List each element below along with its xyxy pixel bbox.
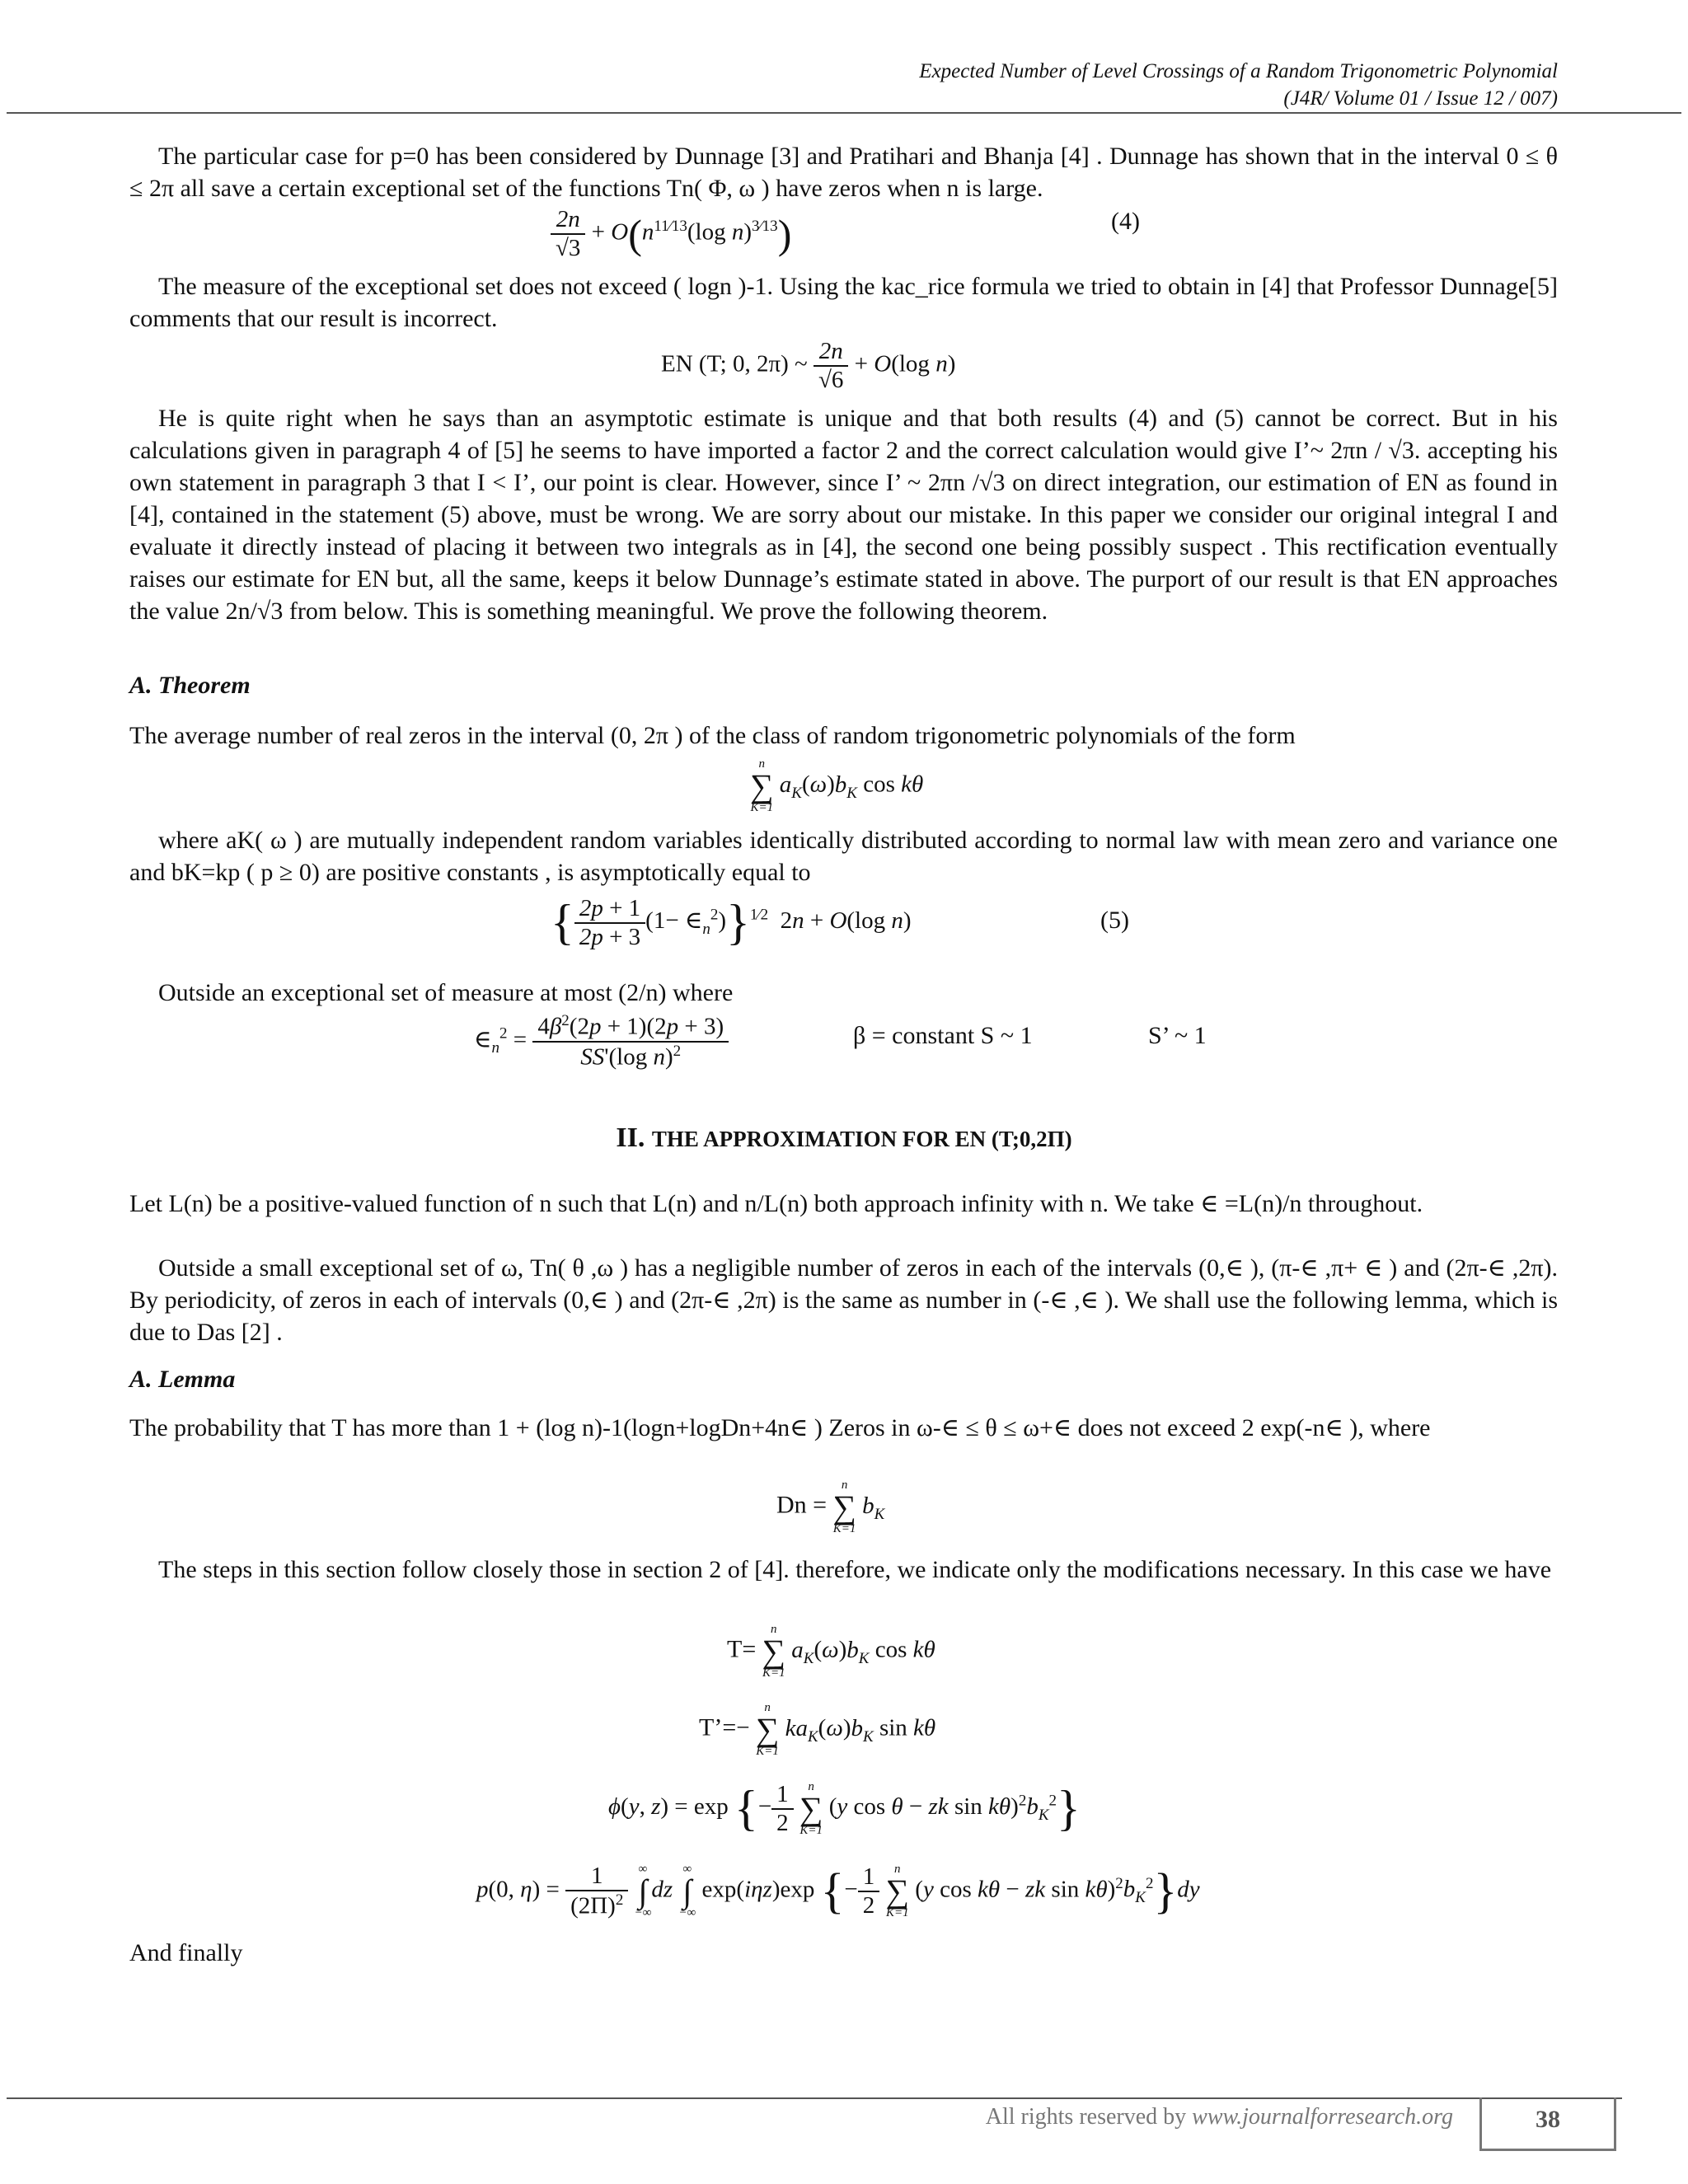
paragraph-lemma: The probability that T has more than 1 + (log n)-1(logn+logDn+4n∈ ) Zeros in ω-∈ ≤ θ ≤ ω+∈ does not exceed 2 exp(-n∈ ), where <box>129 1414 1431 1441</box>
footer-rule <box>7 2097 1622 2099</box>
paragraph-measure: The measure of the exceptional set does not exceed ( logn )-1. Using the kac_rice formula we tried to obtain in [4] that Professor Dunnage[5] comments that our result is incorrect. <box>129 273 1558 332</box>
t-lhs: T= <box>727 1635 757 1663</box>
lemma-heading: A. Lemma <box>129 1366 236 1393</box>
paragraph-dunnage: The particular case for p=0 has been considered by Dunnage [3] and Pratihari and Bhanja [4] . Dunnage has shown that in the interval 0 ≤ θ ≤ 2π all save a certain exceptional set of the functions Tn( Φ, ω ) have zeros when n is large. <box>129 143 1558 202</box>
running-header <box>919 58 1558 112</box>
header-rule <box>7 112 1681 114</box>
equation-number-4: (4) <box>1111 208 1140 235</box>
equation-number-5: (5) <box>1100 907 1129 934</box>
footer-rights <box>986 2104 1453 2130</box>
equation-dn: Dn = n ∑ K=1 $b_K$ <box>776 1479 885 1535</box>
section-heading <box>0 1122 1688 1154</box>
equation-phi: ϕ(y, z) = exp {− $\frac{1}{2}$ n ∑ K=1 (y cos θ − zk $\sin k\theta)^2b_K^2$} <box>608 1779 1081 1837</box>
s-prime-constant: S’ ~ 1 <box>1148 1022 1207 1049</box>
equation-en-estimate: EN (T; 0, 2π) ~ $\frac{2n}{√6}$ + O(log n) <box>661 338 956 393</box>
equation-4: $\frac{2n}{√3}$ + $O(n^{11⁄13}(\log$ n)$^{3⁄13}$) <box>551 206 791 262</box>
header-volume: (J4R/ Volume 01 / Issue 12 / 007) <box>1283 87 1558 110</box>
equation-5: { $\frac{2p + 1}{2p + 3}$ $(1- \in_n^2)\}^{1⁄2}$ 2n + O(log n) <box>551 894 912 950</box>
paragraph-theorem: The average number of real zeros in the interval (0, 2π ) of the class of random trigonometric polynomials of the form <box>129 722 1296 749</box>
tprime-lhs: T’= <box>699 1713 737 1741</box>
paragraph-dunnage-comment: He is quite right when he says than an asymptotic estimate is unique and that both results (4) and (5) cannot be correct. But in his calculations given in paragraph 4 of [5] he seems to have imported a factor 2 and the correct calculation would give I’~ 2πn / √3. accepting his own statement in paragraph 3 that I < I’, our point is clear. However, since I’ ~ 2πn /√3 on direct integration, our estimation of EN as found in [4], contained in the statement (5) above, must be wrong. We are sorry about our mistake. In this paper we consider our original integral I and evaluate it directly instead of placing it between two integrals as in [4], the second one being possibly suspect . This rectification eventually raises our estimate for EN but, all the same, keeps it below Dunnage’s estimate stated in above. The purport of our result is that EN approaches the value 2n/√3 from below. This is something meaningful. We prove the following theorem. <box>129 405 1558 625</box>
section-number: II. <box>616 1122 645 1153</box>
paragraph-outside: Outside an exceptional set of measure at most (2/n) where <box>158 979 734 1006</box>
equation-polynomial-form: n ∑ K=1 $a_K(\omega)b_K$ cos kθ <box>750 757 924 814</box>
footer-rights-text: All rights reserved by <box>985 2104 1187 2130</box>
section-title: THE APPROXIMATION FOR EN (T;0,2Π) <box>651 1127 1072 1151</box>
paragraph-ln-function: Let L(n) be a positive-valued function of n such that L(n) and n/L(n) both approach infinity with n. We take ∈ =L(n)/n throughout. <box>129 1190 1423 1217</box>
header-title: Expected Number of Level Crossings of a Random Trigonometric Polynomial <box>919 60 1558 82</box>
theorem-heading: A. Theorem <box>129 672 251 699</box>
equation-t-prime: T’=− n ∑ K=1 $ka_K(\omega)b_K$ sin kθ <box>699 1701 936 1758</box>
footer-site-link[interactable]: www.journalforresearch.org <box>1192 2104 1453 2130</box>
beta-constant: β = constant S ~ 1 <box>853 1022 1033 1049</box>
equation-t: T= n ∑ K=1 $a_K(\omega)b_K$ cos kθ <box>727 1623 935 1680</box>
paragraph-where-ak: where aK( ω ) are mutually independent random variables identically distributed according to normal law with mean zero and variance one and bK=kp ( p ≥ 0) are positive constants , is asymptotically equal to <box>129 827 1558 886</box>
equation-p-zero-eta: p(0, η) = $\frac{1}{(2\Pi)^2}$ ∞ ∫ −∞ dz ∞ ∫ −∞ exp(iηz)exp {− $\frac{1}{2}$ n ∑ K=1 (y cos kθ − zk $\sin k\theta)^2b_K^2\}dy$ <box>476 1862 1200 1919</box>
paragraph-exceptional-set: Outside a small exceptional set of ω, Tn( θ ,ω ) has a negligible number of zeros in each of the intervals (0,∈ ), (π-∈ ,π+ ∈ ) and (2π-∈ ,2π). By periodicity, of zeros in each of intervals (0,∈ ) and (2π-∈ ,2π) is the same as number in (-∈ ,∈ ). We shall use the following lemma, which is due to Das [2] . <box>129 1254 1558 1346</box>
dn-lhs: Dn = <box>776 1491 828 1519</box>
paragraph-and-finally: And finally <box>129 1939 243 1966</box>
en-lhs: EN (T; 0, 2π) ~ <box>661 350 808 377</box>
page-number: 38 <box>1536 2106 1560 2133</box>
equation-epsilon-n: $\in_n^2$ = $\frac{4\beta^2(2p + 1)(2p + 3)}{SS'(\log n)^2}$ <box>474 1012 729 1071</box>
paragraph-steps: The steps in this section follow closely those in section 2 of [4]. therefore, we indicate only the modifications necessary. In this case we have <box>158 1556 1552 1583</box>
